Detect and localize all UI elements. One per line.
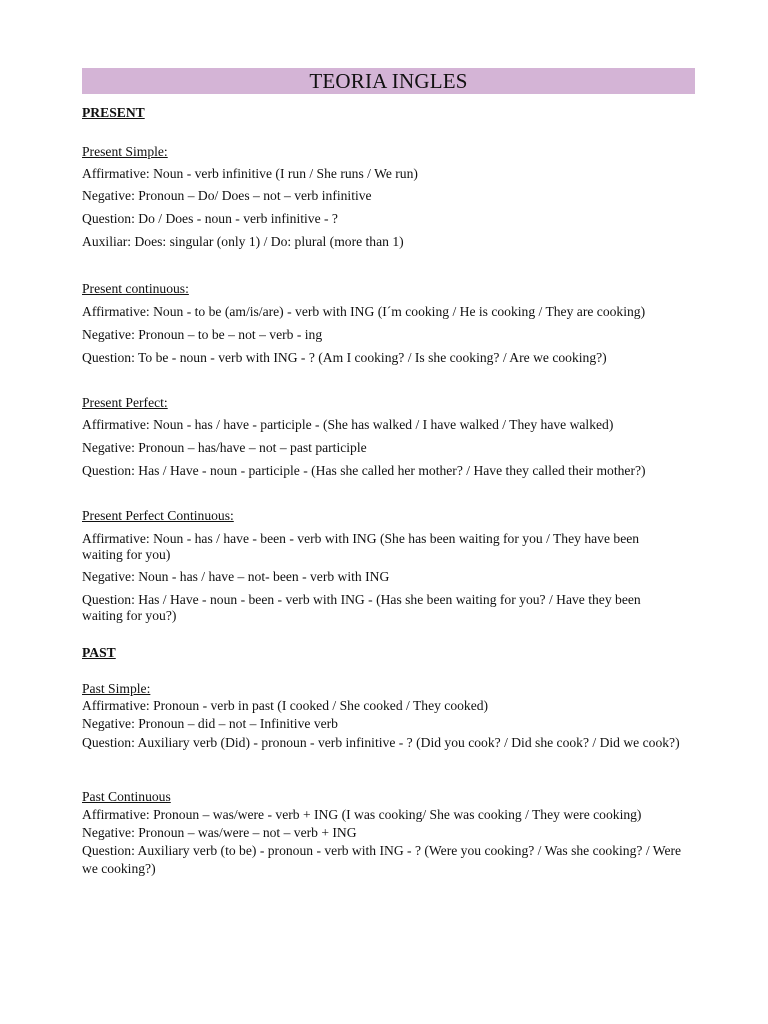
subheading-present-perfect: Present Perfect: <box>82 395 168 410</box>
section-heading-past: PAST <box>82 645 116 660</box>
document-body <box>82 0 682 1024</box>
present-perfect-question: Question: Has / Have - noun - participle - (Has she called her mother? / Have they called their mother?) <box>82 463 646 478</box>
present-simple-auxiliar: Auxiliar: Does: singular (only 1) / Do: plural (more than 1) <box>82 234 404 249</box>
subheading-present-perfect-continuous: Present Perfect Continuous: <box>82 508 234 523</box>
past-simple-question: Question: Auxiliary verb (Did) - pronoun - verb infinitive - ? (Did you cook? / Did she cook? / Did we cook?) <box>82 735 680 750</box>
subheading-past-simple: Past Simple: <box>82 681 151 696</box>
present-perfect-continuous-question: Question: Has / Have - noun - been - verb with ING - (Has she been waiting for you? / Have they been waiting for you?) <box>82 592 641 623</box>
page-title: TEORIA INGLES <box>82 68 695 94</box>
subheading-past-continuous: Past Continuous <box>82 789 171 804</box>
present-continuous-negative: Negative: Pronoun – to be – not – verb - ing <box>82 327 323 342</box>
present-simple-affirmative: Affirmative: Noun - verb infinitive (I run / She runs / We run) <box>82 166 418 181</box>
present-perfect-negative: Negative: Pronoun – has/have – not – past participle <box>82 440 367 455</box>
present-perfect-affirmative: Affirmative: Noun - has / have - participle - (She has walked / I have walked / They have walked) <box>82 417 614 432</box>
subheading-present-simple: Present Simple: <box>82 144 168 159</box>
past-simple-negative: Negative: Pronoun – did – not – Infinitive verb <box>82 716 338 731</box>
present-simple-question: Question: Do / Does - noun - verb infinitive - ? <box>82 211 338 226</box>
present-perfect-continuous-affirmative: Affirmative: Noun - has / have - been - verb with ING (She has been waiting for you / They have been waiting for you) <box>82 531 640 562</box>
subheading-present-continuous: Present continuous: <box>82 281 189 296</box>
present-continuous-affirmative: Affirmative: Noun - to be (am/is/are) - verb with ING (I´m cooking / He is cooking / They are cooking) <box>82 304 646 319</box>
present-simple-negative: Negative: Pronoun – Do/ Does – not – verb infinitive <box>82 188 372 203</box>
present-continuous-question: Question: To be - noun - verb with ING - ? (Am I cooking? / Is she cooking? / Are we cooking?) <box>82 350 607 365</box>
past-simple-affirmative: Affirmative: Pronoun - verb in past (I cooked / She cooked / They cooked) <box>82 698 489 713</box>
past-continuous-affirmative: Affirmative: Pronoun – was/were - verb + ING (I was cooking/ She was cooking / They were cooking) <box>82 807 642 822</box>
past-continuous-negative: Negative: Pronoun – was/were – not – verb + ING <box>82 825 357 840</box>
section-heading-present: PRESENT <box>82 105 145 120</box>
present-perfect-continuous-negative: Negative: Noun - has / have – not- been - verb with ING <box>82 569 390 584</box>
past-continuous-question: Question: Auxiliary verb (to be) - pronoun - verb with ING - ? (Were you cooking? / Was she cooking? / Were we cooking?) <box>82 843 682 876</box>
